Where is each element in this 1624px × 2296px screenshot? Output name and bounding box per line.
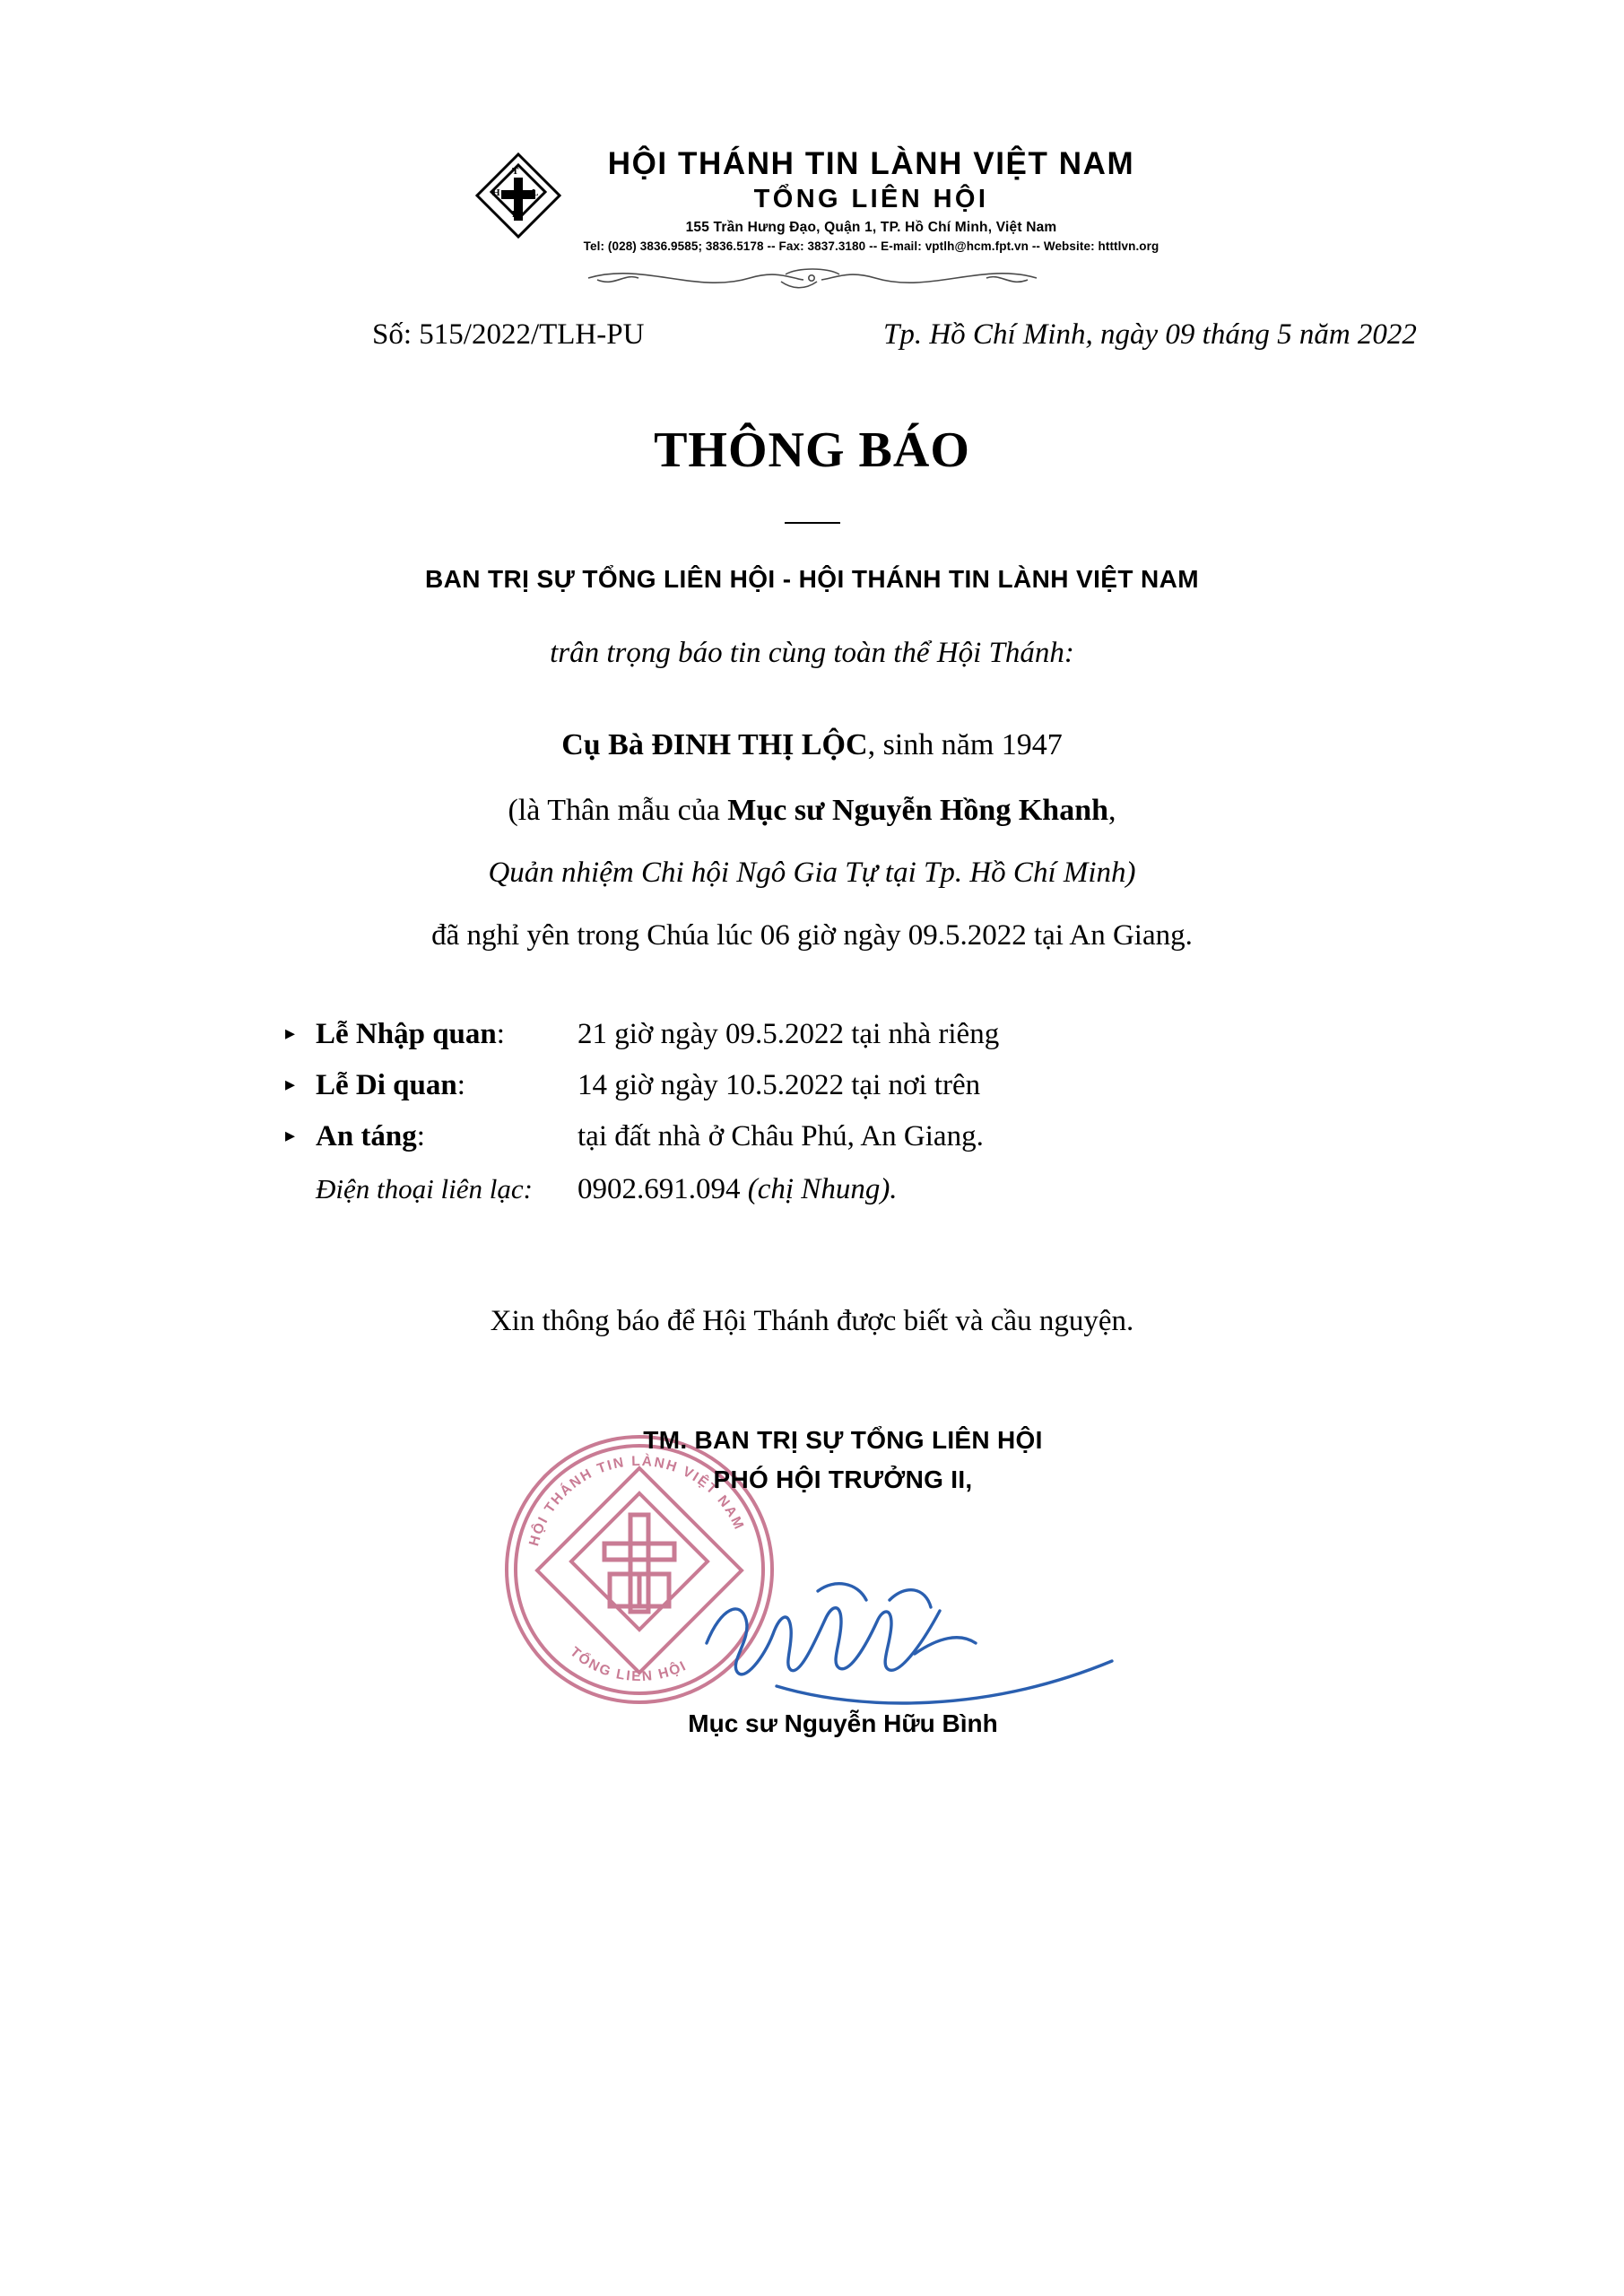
triangle-bullet-icon: ▸ [285,1124,296,1146]
relation-prefix: (là Thân mẫu của [508,794,728,827]
svg-text:T: T [511,166,518,177]
schedule-value: 21 giờ ngày 09.5.2022 tại nhà riêng [578,1018,1000,1050]
triangle-bullet-icon: ▸ [285,1073,296,1095]
triangle-bullet-icon: ▸ [285,1022,296,1044]
schedule-label: Lễ Di quan: [316,1069,465,1101]
schedule-row [285,1018,1343,1051]
svg-text:TỔNG LIÊN HỘI: TỔNG LIÊN HỘI [567,1644,690,1685]
deceased-birth: , sinh năm 1947 [867,728,1063,761]
passing-info: đã nghỉ yên trong Chúa lúc 06 giờ ngày 09.5.2022 tại An Giang. [431,919,1193,952]
signatory-name: Mục sư Nguyễn Hữu Bình [688,1709,998,1737]
signature-authority-line: TM. BAN TRỊ SỰ TỔNG LIÊN HỘI [643,1426,1043,1454]
ceremony-schedule [285,1018,1343,1206]
relation-person-name: Mục sư Nguyễn Hồng Khanh [727,794,1109,827]
svg-text:HỘI THÁNH TIN LÀNH VIỆT NAM: HỘI THÁNH TIN LÀNH VIỆT NAM [526,1453,748,1548]
contact-phone-label: Điện thoại liên lạc: [316,1173,533,1205]
svg-text:L: L [531,187,538,198]
issuing-body: BAN TRỊ SỰ TỔNG LIÊN HỘI - HỘI THÁNH TIN LÀNH VIỆT NAM [424,565,1200,593]
relation-line [0,794,1624,828]
cross-emblem-logo-icon [465,149,571,255]
letterhead [0,144,1624,255]
schedule-label: An táng: [316,1120,425,1152]
document-place-date: Tp. Hồ Chí Minh, ngày 09 tháng 5 năm 2022 [883,318,1417,351]
page-title: THÔNG BÁO [654,422,970,478]
title-divider [785,522,840,524]
schedule-value: 14 giờ ngày 10.5.2022 tại nơi trên [578,1069,981,1101]
intro-line: trân trọng báo tin cùng toàn thể Hội Thánh: [550,637,1074,669]
organization-name: HỘI THÁNH TIN LÀNH VIỆT NAM [607,146,1135,181]
signature-block [556,1426,1130,1738]
header-flourish-ornament [0,260,1624,302]
relation-suffix: , [1108,794,1116,827]
schedule-row [285,1069,1343,1102]
contact-phone-row [285,1173,1343,1206]
schedule-row [285,1120,1343,1153]
svg-text:H: H [491,187,500,198]
organization-contact: Tel: (028) 3836.9585; 3836.5178 -- Fax: 3837.3180 -- E-mail: vptlh@hcm.fpt.vn -- Website: htttlvn.org [583,239,1159,253]
organization-subtitle: TỔNG LIÊN HỘI [753,184,989,213]
deceased-line [0,728,1624,762]
meta-row [0,318,1624,363]
signature-position-line: PHÓ HỘI TRƯỞNG II, [713,1465,973,1493]
deceased-name: Cụ Bà ĐINH THỊ LỘC [561,728,868,761]
document-number: Số: 515/2022/TLH-PU [372,318,645,351]
schedule-value: tại đất nhà ở Châu Phú, An Giang. [578,1120,984,1152]
schedule-label: Lễ Nhập quan: [316,1018,505,1050]
organization-address: 155 Trần Hưng Đạo, Quận 1, TP. Hồ Chí Minh, Việt Nam [685,219,1057,235]
svg-text:H: H [511,209,520,220]
contact-phone-value: 0902.691.094 (chị Nhung). [578,1173,898,1205]
relation-role: Quản nhiệm Chi hội Ngô Gia Tự tại Tp. Hồ Chí Minh) [488,857,1136,889]
closing-line: Xin thông báo để Hội Thánh được biết và cầu nguyện. [490,1305,1134,1337]
